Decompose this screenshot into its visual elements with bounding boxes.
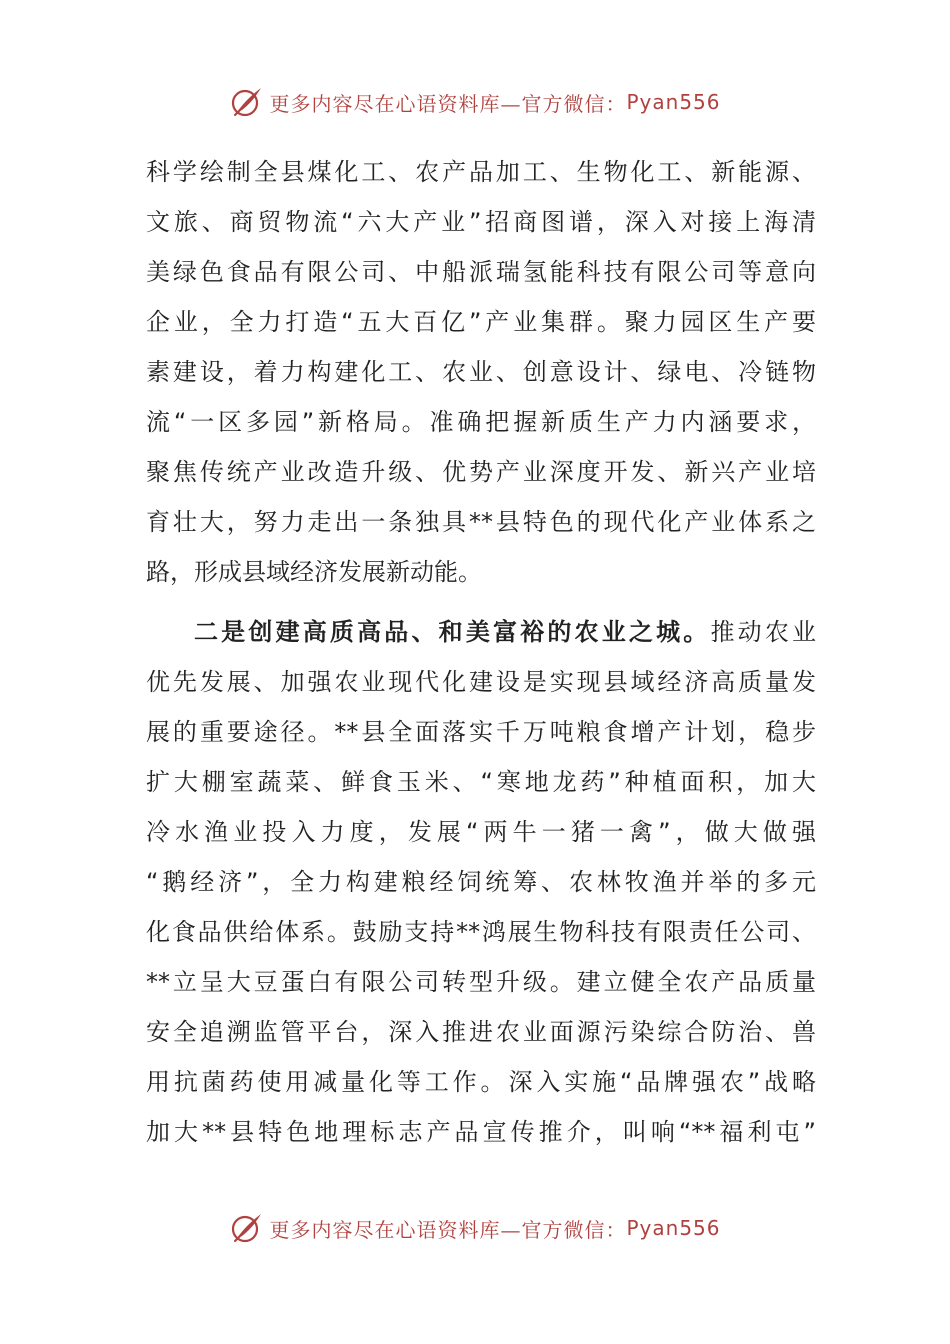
text-line: 美绿色食品有限公司、中船派瑞氢能科技有限公司等意向 — [146, 258, 816, 286]
text-line: 流“一区多园”新格局。准确把握新质生产力内涵要求， — [146, 408, 816, 436]
text-line: **立呈大豆蛋白有限公司转型升级。建立健全农产品质量 — [146, 968, 816, 996]
text-line: 冷水渔业投入力度，发展“两牛一猪一禽”，做大做强 — [146, 818, 816, 846]
banner-wechat-id: Pyan556 — [626, 1216, 721, 1240]
text-line: 安全追溯监管平台，深入推进农业面源污染综合防治、兽 — [146, 1018, 816, 1046]
paragraph-heading: 二是创建高质高品、和美富裕的农业之城。 — [194, 618, 711, 646]
text-line: 科学绘制全县煤化工、农产品加工、生物化工、新能源、 — [146, 158, 816, 186]
paragraph-2 — [146, 607, 816, 1157]
banner-text: 更多内容尽在心语资料库—官方微信： — [269, 1217, 627, 1242]
document-body — [146, 147, 816, 1157]
text-line: 聚焦传统产业改造升级、优势产业深度开发、新兴产业培 — [146, 458, 816, 486]
text-line: 化食品供给体系。鼓励支持**鸿展生物科技有限责任公司、 — [146, 918, 816, 946]
text-line-with-heading — [146, 607, 816, 657]
footer-watermark-banner — [0, 1208, 950, 1248]
text-line: 用抗菌药使用减量化等工作。深入实施“品牌强农”战略 — [146, 1068, 816, 1096]
header-watermark-banner — [0, 82, 950, 122]
text-line: 文旅、商贸物流“六大产业”招商图谱，深入对接上海清 — [146, 208, 816, 236]
text-line: “鹅经济”，全力构建粮经饲统筹、农林牧渔并举的多元 — [146, 868, 816, 896]
text-line: 企业，全力打造“五大百亿”产业集群。聚力园区生产要 — [146, 308, 816, 336]
heading-continuation: 推动农业 — [710, 618, 816, 646]
text-line: 育壮大，努力走出一条独具**县特色的现代化产业体系之 — [146, 508, 816, 536]
quill-logo-icon — [229, 84, 265, 120]
text-line: 加大**县特色地理标志产品宣传推介，叫响“**福利屯” — [146, 1118, 816, 1146]
banner-wechat-id: Pyan556 — [626, 90, 721, 114]
quill-logo-icon — [229, 1210, 265, 1246]
banner-text: 更多内容尽在心语资料库—官方微信： — [269, 91, 627, 116]
text-line: 优先发展、加强农业现代化建设是实现县域经济高质量发 — [146, 668, 816, 696]
paragraph-1 — [146, 147, 816, 597]
text-line: 路，形成县域经济发展新动能。 — [146, 558, 482, 586]
text-line: 扩大棚室蔬菜、鲜食玉米、“寒地龙药”种植面积，加大 — [146, 768, 816, 796]
text-line: 素建设，着力构建化工、农业、创意设计、绿电、冷链物 — [146, 358, 816, 386]
text-line: 展的重要途径。**县全面落实千万吨粮食增产计划，稳步 — [146, 718, 816, 746]
